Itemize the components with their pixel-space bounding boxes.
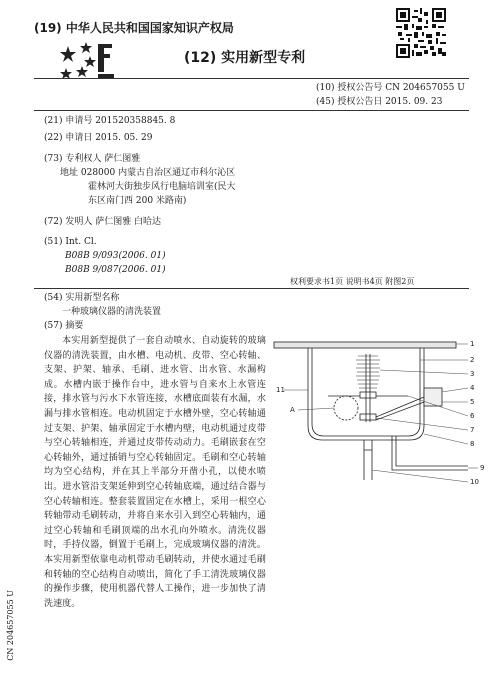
figure-label-1: 1 xyxy=(470,340,475,348)
patentee-address-line2: 霍林河大街独步风行电脑培训室(民大 xyxy=(88,182,236,192)
figure-label-9: 9 xyxy=(480,464,485,472)
patentee-address-line3: 东区南门西 200 米路南) xyxy=(88,196,187,206)
document-type: (12) 实用新型专利 xyxy=(184,50,306,66)
figure-label-10: 10 xyxy=(470,478,479,486)
figure-label-2: 2 xyxy=(470,356,475,364)
qr-code-icon xyxy=(396,8,446,58)
side-publication-number: CN 204657055 U xyxy=(6,590,15,661)
utility-model-title: 一种玻璃仪器的清洗装置 xyxy=(62,307,162,317)
int-cl-label: (51) Int. Cl. xyxy=(44,237,97,247)
patentee: (73) 专利权人 萨仁图雅 xyxy=(44,154,141,164)
patentee-address-line1: 地址 028000 内蒙古自治区通辽市科尔沁区 xyxy=(60,168,236,178)
apparatus-figure xyxy=(268,330,492,498)
biblio-bottom-rule xyxy=(34,288,469,289)
ipc-class-2: B08B 9/087(2006. 01) xyxy=(65,265,166,275)
header-rule xyxy=(34,78,469,79)
page-count-summary: 权利要求书1页 说明书4页 附图2页 xyxy=(290,277,415,286)
figure-label-7: 7 xyxy=(470,426,475,434)
abstract-text: 本实用新型提供了一套自动喷水、自动旋转的玻璃仪器的清洗装置，由水槽、电动机、皮带、空心转轴、支架、护架、轴承、毛刷、进水管、出水管、水漏构成。水槽内嵌于操作台中，进水管与自来水上水管连接，排水管与污水下水管连接，水槽底面装有水漏，水漏与排水管相连。电动机固定于水槽外壁，空心转轴通过支架、护架、轴承固定于水槽内壁，电动机通过皮带与空心转轴相连，并通过皮带传动动力。毛刷嵌套在空心转轴外，通过插销与空心转轴固定。毛刷和空心转轴均为空心结构，并在其上半部分开凿小孔，以使水喷出。进水管沿支架延伸到空心转轴底端，通过结合器与空心转轴相连。整套装置固定在水槽上，采用一根空心转轴带动毛刷转动，并将自来水引入到空心转轴内，通过空心转轴和毛刷顶端的出水孔向外喷水。清洗仪器时，手持仪器，倒置于毛刷上，完成玻璃仪器的清洗。本实用新型依靠电动机带动毛刷转动，并使水通过毛刷和转轴的空心结构自动喷出，简化了手工清洗玻璃仪器的操作步骤，使用机器代替人工操作，进一步加快了清洗速度。 xyxy=(44,336,266,609)
ipc-class-1: B08B 9/093(2006. 01) xyxy=(65,251,166,261)
figure-label-11: 11 xyxy=(276,386,285,394)
abstract-label: (57) 摘要 xyxy=(44,321,84,331)
application-number: (21) 申请号 201520358845. 8 xyxy=(44,116,176,126)
figure-label-3: 3 xyxy=(470,370,475,378)
publication-number: (10) 授权公告号 CN 204657055 U xyxy=(316,83,465,93)
biblio-top-rule xyxy=(34,110,469,111)
title-label: (54) 实用新型名称 xyxy=(44,293,120,303)
figure-label-8: 8 xyxy=(470,440,475,448)
figure-label-5: 5 xyxy=(470,398,475,406)
publication-date: (45) 授权公告日 2015. 09. 23 xyxy=(316,97,443,107)
inventors: (72) 发明人 萨仁图雅 白哈达 xyxy=(44,217,162,227)
figure-label-a: A xyxy=(290,406,295,414)
office-name: (19) 中华人民共和国国家知识产权局 xyxy=(34,21,234,35)
figure-label-6: 6 xyxy=(470,412,475,420)
star-emblem-icon xyxy=(58,40,116,80)
figure-label-4: 4 xyxy=(470,384,475,392)
application-date: (22) 申请日 2015. 05. 29 xyxy=(44,133,153,143)
